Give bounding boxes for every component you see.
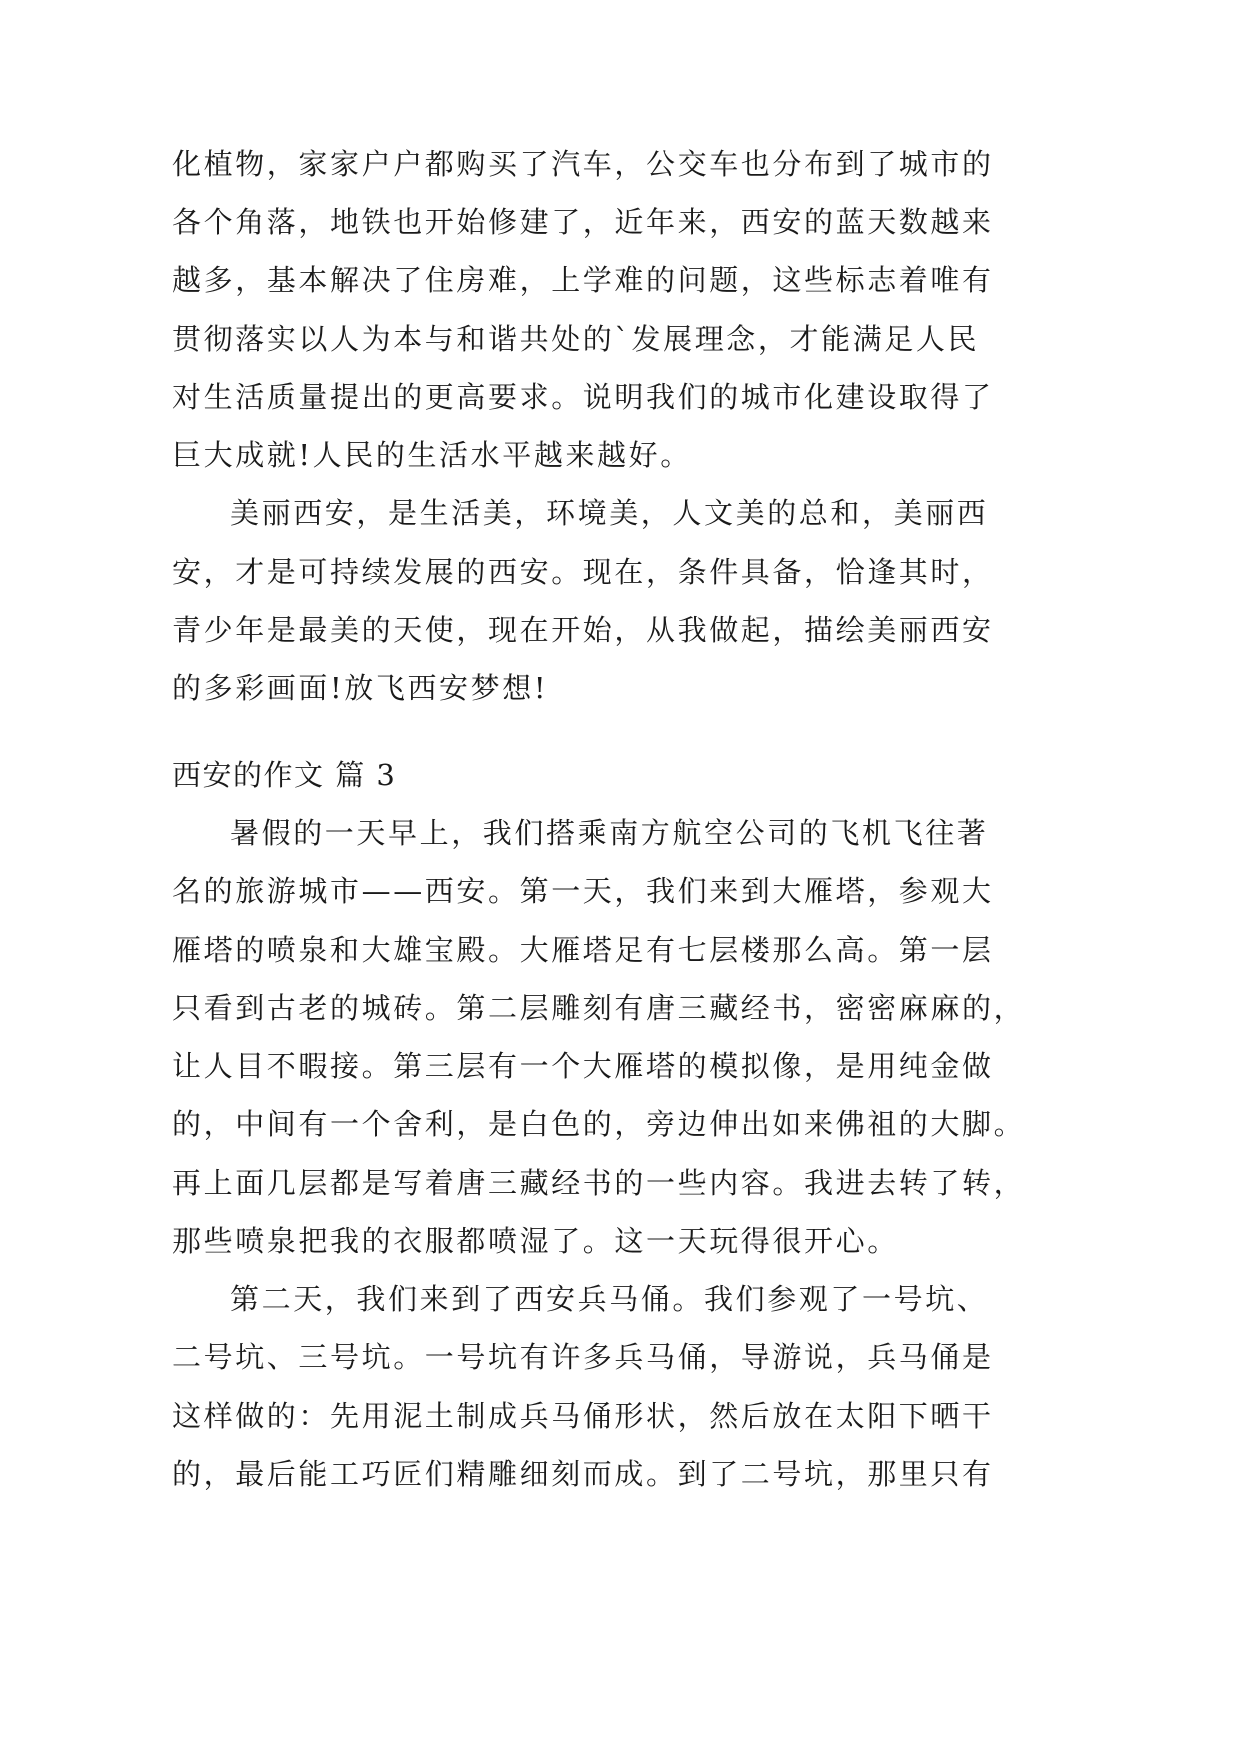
paragraph-1-line: 贯彻落实以人为本与和谐共处的`发展理念，才能满足人民 bbox=[172, 322, 980, 356]
paragraph-3-line: 再上面几层都是写着唐三藏经书的一些内容。我进去转了转， bbox=[172, 1166, 1026, 1200]
paragraph-3-line: 只看到古老的城砖。第二层雕刻有唐三藏经书，密密麻麻的， bbox=[172, 991, 1026, 1025]
paragraph-2-line: 安，才是可持续发展的西安。现在，条件具备，恰逢其时， bbox=[172, 555, 994, 589]
paragraph-1-line: 对生活质量提出的更高要求。说明我们的城市化建设取得了 bbox=[172, 380, 994, 414]
paragraph-1-line: 化植物，家家户户都购买了汽车，公交车也分布到了城市的 bbox=[172, 147, 994, 181]
paragraph-1-line: 巨大成就!人民的生活水平越来越好。 bbox=[172, 438, 692, 472]
paragraph-3-line: 名的旅游城市——西安。第一天，我们来到大雁塔，参观大 bbox=[172, 874, 994, 908]
section-title: 西安的作文 篇 3 bbox=[172, 758, 397, 792]
paragraph-2-line: 的多彩画面!放飞西安梦想! bbox=[172, 671, 549, 705]
paragraph-4-line: 第二天，我们来到了西安兵马俑。我们参观了一号坑、 bbox=[230, 1282, 989, 1316]
paragraph-3-line: 让人目不暇接。第三层有一个大雁塔的模拟像，是用纯金做 bbox=[172, 1049, 994, 1083]
paragraph-4-line: 二号坑、三号坑。一号坑有许多兵马俑，导游说，兵马俑是 bbox=[172, 1340, 994, 1374]
paragraph-2-line: 美丽西安，是生活美，环境美，人文美的总和，美丽西 bbox=[230, 496, 989, 530]
paragraph-3-line: 的，中间有一个舍利，是白色的，旁边伸出如来佛祖的大脚。 bbox=[172, 1107, 1026, 1141]
paragraph-3-line: 那些喷泉把我的衣服都喷湿了。这一天玩得很开心。 bbox=[172, 1224, 899, 1258]
paragraph-1-line: 越多，基本解决了住房难，上学难的问题，这些标志着唯有 bbox=[172, 263, 994, 297]
paragraph-3-line: 雁塔的喷泉和大雄宝殿。大雁塔足有七层楼那么高。第一层 bbox=[172, 933, 994, 967]
paragraph-3-line: 暑假的一天早上，我们搭乘南方航空公司的飞机飞往著 bbox=[230, 816, 989, 850]
paragraph-4-line: 这样做的：先用泥土制成兵马俑形状，然后放在太阳下晒干 bbox=[172, 1399, 994, 1433]
paragraph-4-line: 的，最后能工巧匠们精雕细刻而成。到了二号坑，那里只有 bbox=[172, 1457, 994, 1491]
paragraph-1-line: 各个角落，地铁也开始修建了，近年来，西安的蓝天数越来 bbox=[172, 205, 994, 239]
paragraph-2-line: 青少年是最美的天使，现在开始，从我做起，描绘美丽西安 bbox=[172, 613, 994, 647]
